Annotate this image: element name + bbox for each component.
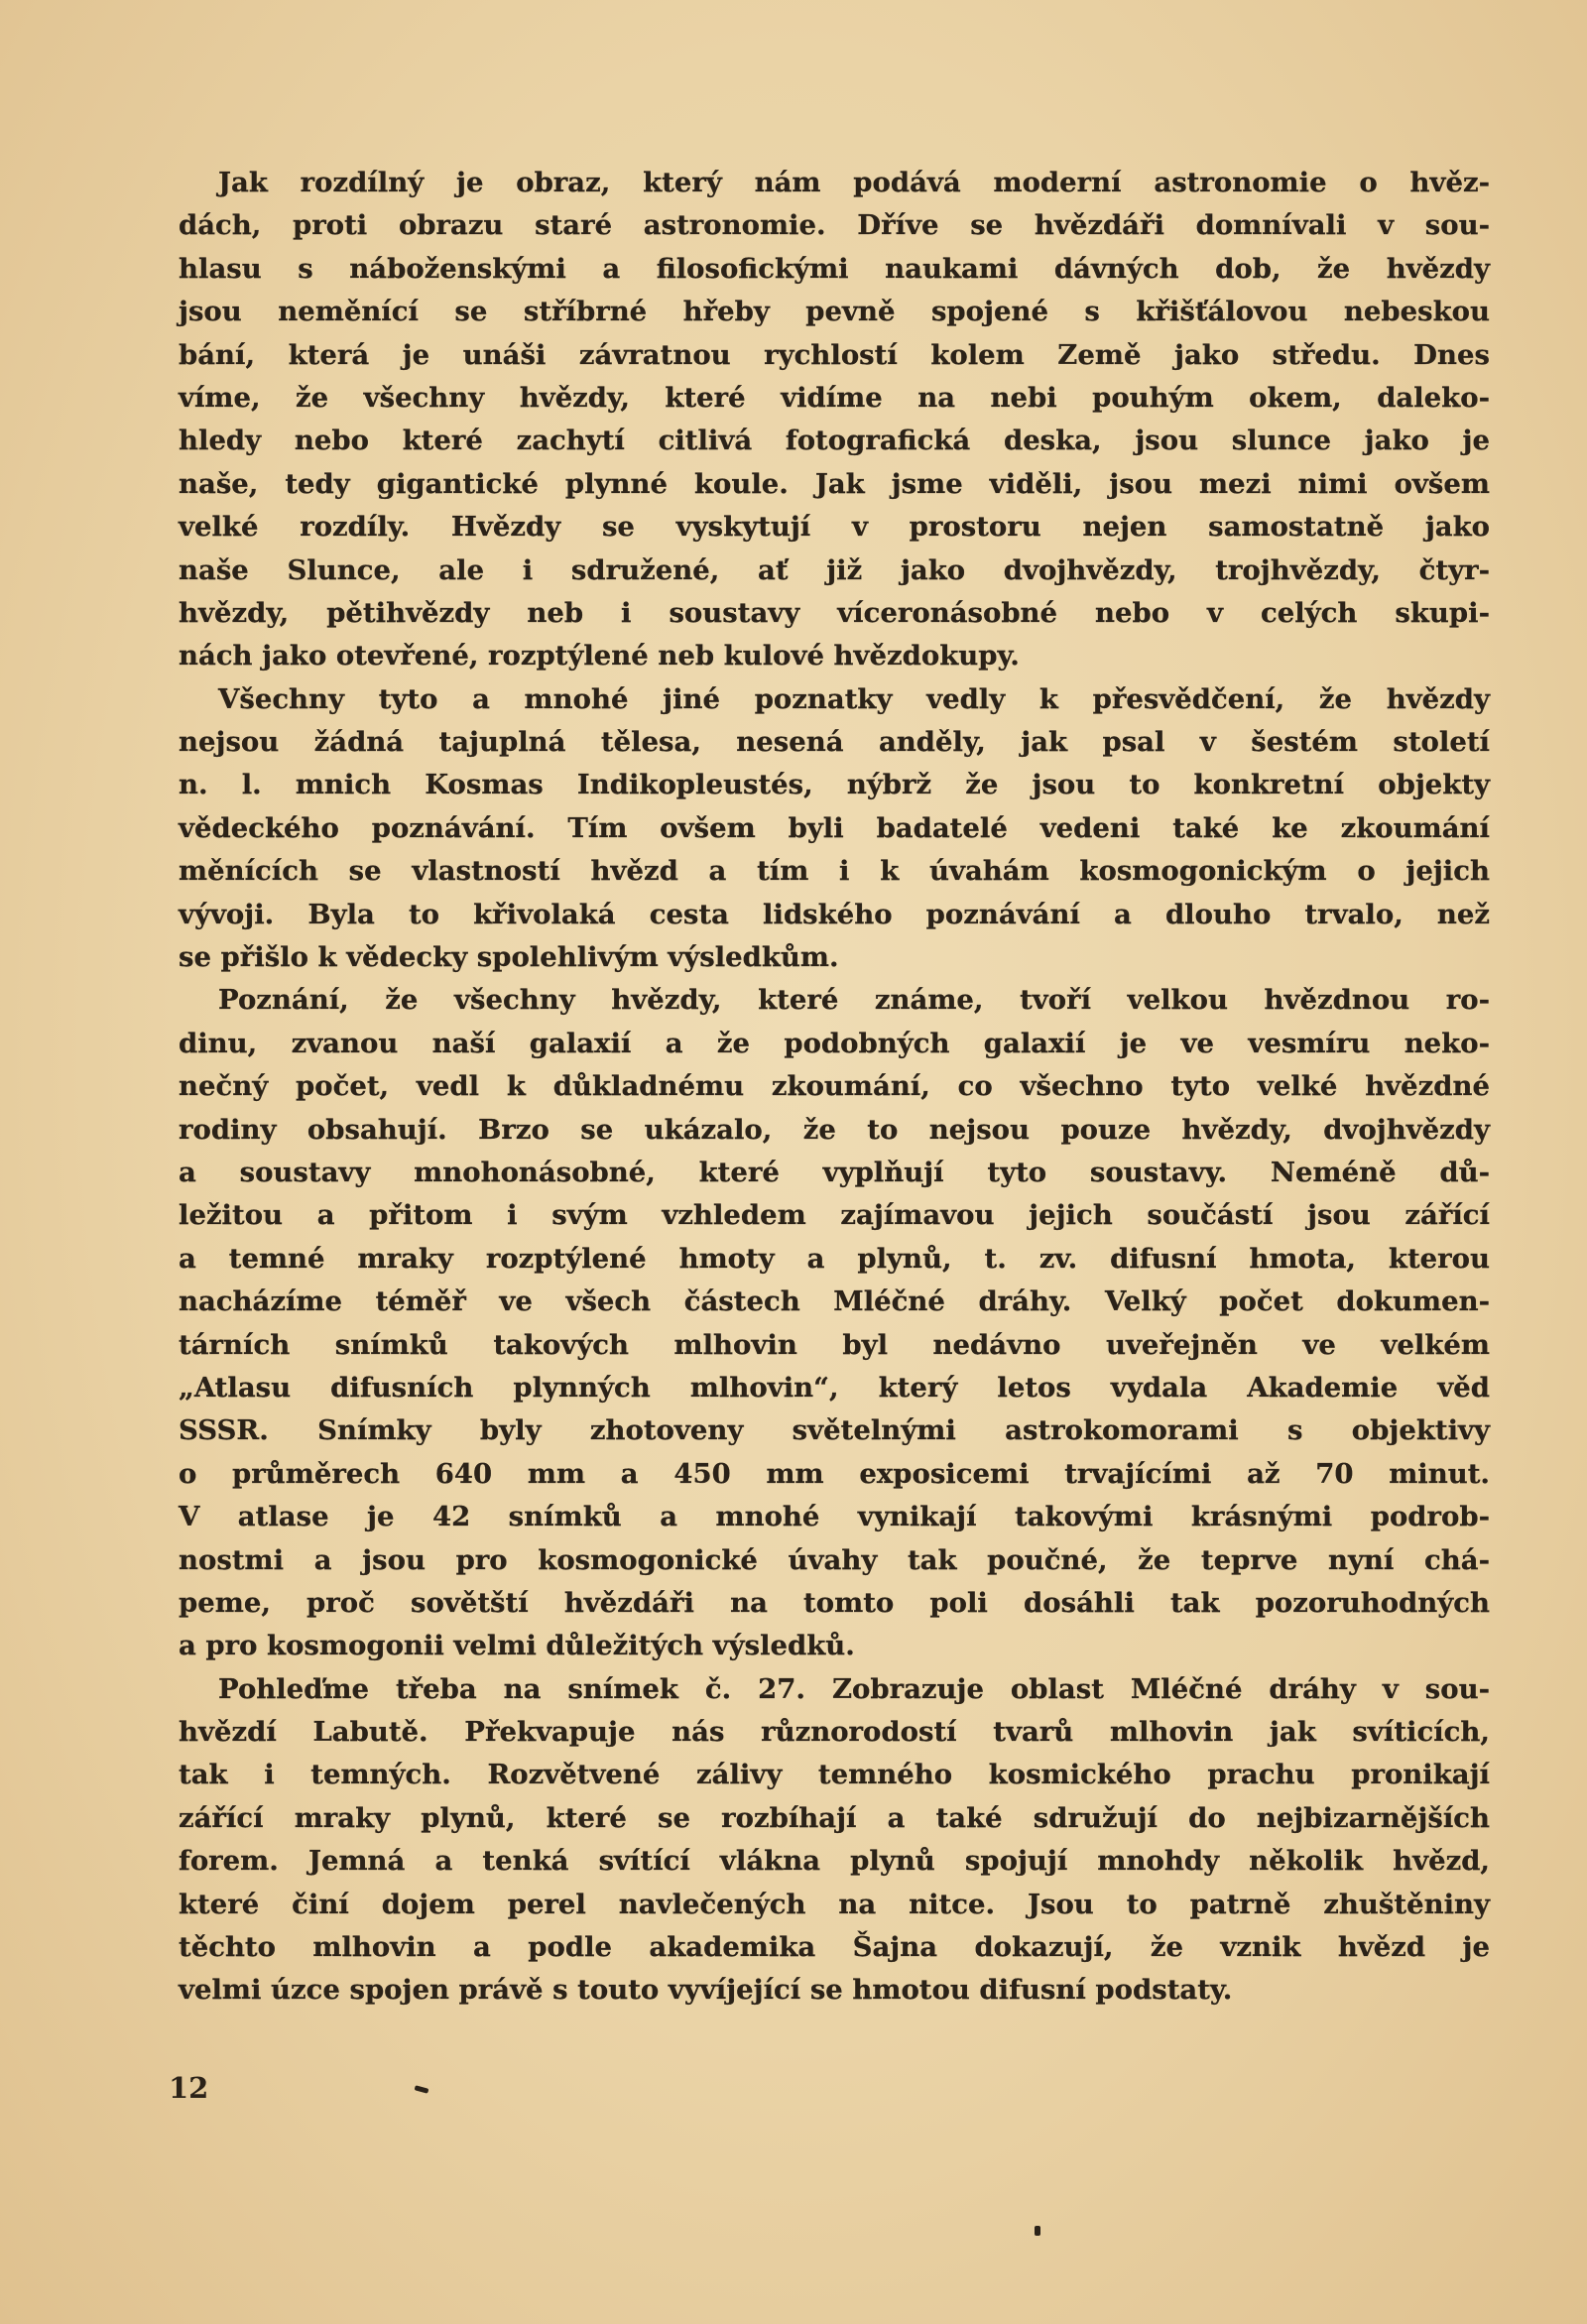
text-line: hlasu s náboženskými a filosofickými naukami dávných dob, že hvězdy [179,252,1490,285]
text-line: hvězdí Labutě. Překvapuje nás různorodostí tvarů mlhovin jak svíticích, [179,1716,1490,1749]
text-line: V atlase je 42 snímků a mnohé vynikají takovými krásnými podrob- [179,1501,1490,1533]
text-line: se přišlo k vědecky spolehlivým výsledkům. [179,941,839,974]
text-line: naše Slunce, ale i sdružené, ať již jako dvojhvězdy, trojhvězdy, čtyr- [179,553,1490,586]
text-line: velmi úzce spojen právě s touto vyvíjející se hmotou difusní podstaty. [179,1974,1233,2007]
text-line: jsou neměnící se stříbrné hřeby pevně spojené s křišťálovou nebeskou [179,296,1490,328]
text-line: a soustavy mnohonásobné, které vyplňují tyto soustavy. Neméně dů- [179,1156,1490,1188]
text-line: bání, která je unáši závratnou rychlostí kolem Země jako středu. Dnes [179,338,1490,371]
text-line: a temné mraky rozptýlené hmoty a plynů, t. zv. difusní hmota, kterou [179,1242,1490,1275]
text-line: které činí dojem perel navlečených na nitce. Jsou to patrně zhuštěniny [179,1888,1490,1920]
text-line: dách, proti obrazu staré astronomie. Dříve se hvězdáři domnívali v sou- [179,209,1490,242]
text-line: a pro kosmogonii velmi důležitých výsledků. [179,1630,855,1662]
text-line: měnících se vlastností hvězd a tím i k úvahám kosmogonickým o jejich [179,855,1490,888]
text-line: zářící mraky plynů, které se rozbíhají a také sdružují do nejbizarnějších [179,1801,1490,1834]
text-line: naše, tedy gigantické plynné koule. Jak jsme viděli, jsou mezi nimi ovšem [179,467,1490,500]
text-line: vědeckého poznávání. Tím ovšem byli badatelé vedeni také ke zkoumání [179,811,1490,844]
text-line: Pohleďme třeba na snímek č. 27. Zobrazuje oblast Mléčné dráhy v sou- [218,1672,1490,1705]
body-text [179,162,1490,2013]
text-line: „Atlasu difusních plynných mlhovin“, který letos vydala Akademie věd [179,1371,1490,1404]
text-line: nečný počet, vedl k důkladnému zkoumání, co všechno tyto velké hvězdné [179,1070,1490,1103]
text-line: nách jako otevřené, rozptýlené neb kulové hvězdokupy. [179,640,1020,673]
text-line: Jak rozdílný je obraz, který nám podává moderní astronomie o hvěz- [218,167,1490,198]
text-line: SSSR. Snímky byly zhotoveny světelnými astrokomorami s objektivy [179,1414,1490,1447]
paragraph [179,979,1490,1667]
text-line: o průměrech 640 mm a 450 mm exposicemi trvajícími až 70 minut. [179,1457,1490,1490]
text-line: nacházíme téměř ve všech částech Mléčné dráhy. Velký počet dokumen- [179,1285,1490,1318]
text-line: tak i temných. Rozvětvené zálivy temného kosmického prachu pronikají [179,1759,1490,1791]
text-line: n. l. mnich Kosmas Indikopleustés, nýbrž že jsou to konkretní objekty [179,769,1490,801]
text-line: těchto mlhovin a podle akademika Šajna dokazují, že vznik hvězd je [179,1931,1490,1964]
text-line: hledy nebo které zachytí citlivá fotografická deska, jsou slunce jako je [179,425,1490,457]
text-line: rodiny obsahují. Brzo se ukázalo, že to nejsou pouze hvězdy, dvojhvězdy [179,1113,1490,1146]
text-line: vývoji. Byla to křivolaká cesta lidského poznávání a dlouho trvalo, než [179,898,1490,930]
text-line: peme, proč sovětští hvězdáři na tomto poli dosáhli tak pozoruhodných [179,1586,1490,1619]
paragraph [179,678,1490,980]
text-line: dinu, zvanou naší galaxií a že podobných galaxií je ve vesmíru neko- [179,1027,1490,1059]
text-line: Poznání, že všechny hvězdy, které známe, tvoří velkou hvězdnou ro- [218,984,1490,1017]
text-line: hvězdy, pětihvězdy neb i soustavy víceronásobné nebo v celých skupi- [179,596,1490,629]
paragraph [179,162,1490,678]
text-line: velké rozdíly. Hvězdy se vyskytují v prostoru nejen samostatně jako [179,511,1490,544]
text-line: nejsou žádná tajuplná tělesa, nesená anděly, jak psal v šestém století [179,726,1490,759]
text-line: ležitou a přitom i svým vzhledem zajímavou jejich součástí jsou zářící [179,1199,1490,1232]
text-line: víme, že všechny hvězdy, které vidíme na nebi pouhým okem, daleko- [179,381,1490,414]
ink-speck [1035,2226,1040,2236]
page-number: 12 [169,2071,209,2105]
text-line: nostmi a jsou pro kosmogonické úvahy tak poučné, že teprve nyní chá- [179,1543,1490,1576]
text-line: Všechny tyto a mnohé jiné poznatky vedly k přesvědčení, že hvězdy [218,682,1490,715]
text-line: forem. Jemná a tenká svítící vlákna plynů spojují mnohdy několik hvězd, [179,1845,1490,1878]
ink-speck [415,2085,429,2093]
paragraph [179,1668,1490,2013]
text-line: tárních snímků takových mlhovin byl nedávno uveřejněn ve velkém [179,1328,1490,1361]
